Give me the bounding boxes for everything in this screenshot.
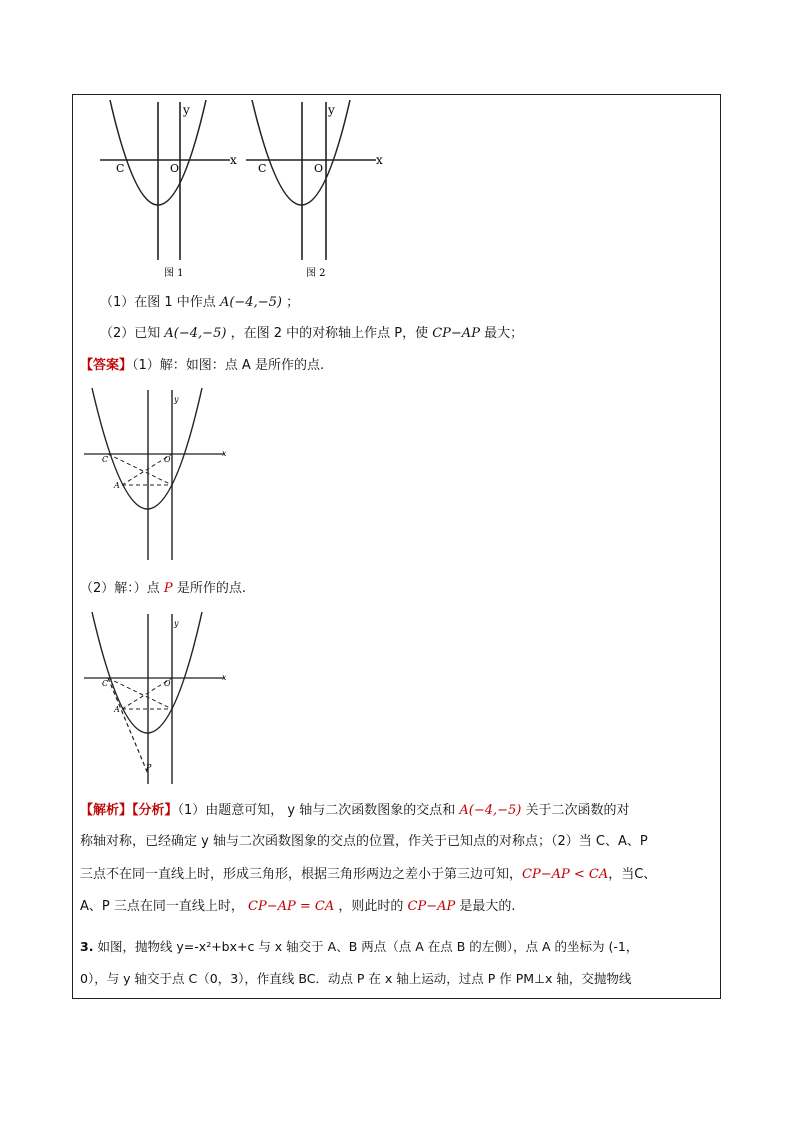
point-o-label: O [314,162,324,175]
axis-x-label: x [222,673,227,682]
point-c-label: C [116,162,125,175]
question-3-line-1: 3. 如图，抛物线 y=-x²+bx+c 与 x 轴交于 A、B 两点（点 A 在点 B 的左侧），点 A 的坐标为 (-1， [80,939,639,954]
point-o-label: O [164,455,171,464]
axis-y-label: y [328,103,335,117]
axis-x-label: x [222,449,227,458]
answer-line: 【答案】（1）解：如图：点 A 是所作的点. [80,358,325,373]
point-c-label: C [258,162,267,175]
answer-2-line: （2）解：）点 P 是所作的点. [80,581,246,596]
axis-y-label: y [183,103,190,117]
answer-tag: 【答案】 [80,358,133,373]
parabola [92,388,202,509]
figure-1 [96,100,246,282]
question-number: 3. [80,939,94,954]
parabola [252,100,350,205]
dashed-line-cp [108,678,148,774]
point-a-label: A [114,705,120,714]
point-o-label: O [170,162,180,175]
point-a-label: A [114,481,120,490]
point-c-label: C [102,679,109,688]
figure-caption: 图 1 [164,268,184,279]
axis-y-label: y [174,395,179,404]
figure-2 [246,100,396,282]
axis-y-label: y [174,619,179,628]
point-p-label: P [146,763,152,772]
question-3-line-2: 0），与 y 轴交于点 C（0，3），作直线 BC．动点 P 在 x 轴上运动，过点 P 作 PM⊥x 轴，交抛物线 [80,971,632,986]
analysis-tag: 【解析】【分析】 [80,803,178,818]
analysis-line-1: 【解析】【分析】（1）由题意可知， y 轴与二次函数图象的交点和 A(−4,−5) 关于二次函数的对 [80,803,630,818]
axis-x-label: x [230,153,237,167]
analysis-line-4: A、P 三点在同一直线上时， CP−AP = CA ，则此时的 CP−AP 是最大的. [80,899,516,914]
parabola [92,612,202,733]
point-o-label: O [164,679,171,688]
axis-x-label: x [376,153,383,167]
answer-figure-2 [84,612,234,787]
question-1: （1）在图 1 中作点 A(−4,−5) ； [100,295,300,310]
point-c-label: C [102,455,109,464]
figure-caption: 图 2 [306,268,326,279]
question-2: （2）已知 A(−4,−5) ，在图 2 中的对称轴上作点 P，使 CP−AP 最大； [100,326,524,341]
analysis-line-2: 称轴对称，已经确定 y 轴与二次函数图象的交点的位置，作关于已知点的对称点；（2）当 C、A、P [80,834,648,849]
answer-figure-1 [84,388,234,563]
analysis-line-3: 三点不在同一直线上时，形成三角形，根据三角形两边之差小于第三边可知，CP−AP < CA，当C、 [80,867,657,882]
